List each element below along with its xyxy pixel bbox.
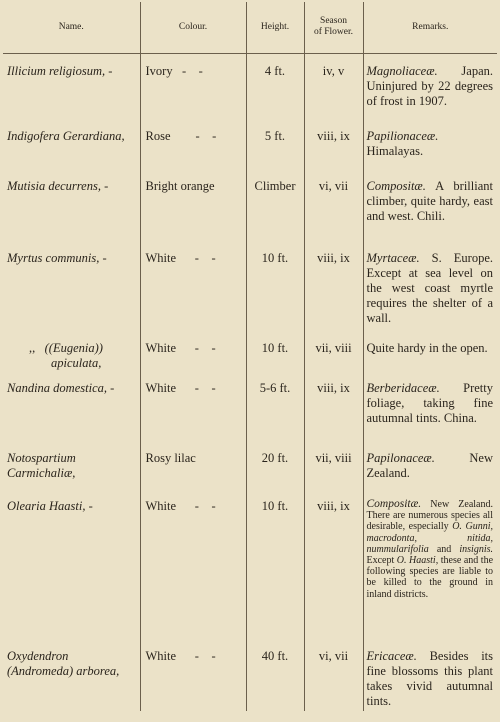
colour-text: Rosy lilac — [145, 451, 196, 465]
plant-name-cell — [3, 241, 140, 331]
leader-dash: - — [102, 251, 107, 265]
remarks-cell — [363, 371, 497, 441]
height-cell: 10 ft. — [246, 331, 304, 371]
table-row — [3, 53, 497, 119]
leader-dash: - — [104, 179, 109, 193]
remarks-text: these and the following species are liable to be killed to the ground in inland districts. — [366, 555, 494, 600]
leader-dashes: - - — [195, 129, 217, 143]
table-row — [3, 119, 497, 169]
plant-name: Nandina domestica, — [7, 381, 107, 395]
height-cell: 4 ft. — [246, 53, 304, 119]
remarks-text: A brilliant climber, quite hardy, east and west. Chili. — [366, 179, 493, 223]
remarks-family: Magnoliaceæ. — [366, 63, 438, 78]
plant-name: apiculata, — [51, 356, 102, 370]
remarks-text: New Zealand. — [366, 451, 493, 480]
remarks-cell — [363, 489, 497, 639]
table-row — [3, 241, 497, 331]
plant-name: Indigofera Gerardiana, — [7, 129, 125, 143]
table-row — [3, 489, 497, 639]
remarks-family: Ericaceæ. — [366, 649, 417, 663]
remarks-text: Quite hardy in the open. — [366, 341, 488, 355]
colour-cell — [140, 489, 246, 639]
plant-name-paren: (Eugenia) — [48, 341, 99, 355]
remarks-text: S. Europe. Except at sea level on the west coast myrtle requires the shelter of a wall. — [366, 251, 493, 325]
remarks-text: New Zealand. There are numerous species all desirable, especially — [366, 499, 493, 533]
remarks-family: Papilionaceæ. — [366, 129, 439, 143]
colour-text: White — [145, 251, 177, 265]
header-row — [3, 2, 497, 53]
remarks-cell — [363, 441, 497, 489]
leader-dashes: - - — [194, 649, 216, 663]
colour-text: White — [145, 499, 177, 513]
season-cell: iv, v — [304, 53, 363, 119]
header-height: Height. — [246, 2, 304, 53]
colour-text: White — [145, 381, 177, 395]
remarks-text: Japan. Uninjured by 22 degrees of frost in 1907. — [366, 63, 493, 108]
plant-name: Myrtus communis, — [7, 251, 100, 265]
colour-text: Rose — [145, 129, 171, 143]
season-cell: vi, vii — [304, 639, 363, 711]
plant-name: Olearia Haasti, — [7, 499, 86, 513]
remarks-cell — [363, 53, 497, 119]
plant-name: Mutisia decurrens, — [7, 179, 101, 193]
remarks-family: Papilonaceæ. — [366, 451, 435, 465]
colour-text: White — [145, 341, 177, 355]
table-row — [3, 371, 497, 441]
table-row — [3, 169, 497, 241]
leader-dashes: - - — [194, 381, 216, 395]
leader-dash: - — [110, 381, 115, 395]
header-name: Name. — [3, 2, 140, 53]
height-cell: Climber — [246, 169, 304, 241]
remarks-cell — [363, 119, 497, 169]
header-season — [304, 2, 363, 53]
remarks-cell — [363, 241, 497, 331]
season-cell: viii, ix — [304, 241, 363, 331]
plant-name-cell — [3, 119, 140, 169]
table-row — [3, 441, 497, 489]
remarks-cell — [363, 639, 497, 711]
colour-cell — [140, 639, 246, 711]
height-cell: 5-6 ft. — [246, 371, 304, 441]
remarks-cell — [363, 331, 497, 371]
leader-dashes: - - — [194, 341, 216, 355]
colour-cell — [140, 169, 246, 241]
leader-dash: - — [108, 63, 113, 78]
plant-name-cell — [3, 441, 140, 489]
colour-text: White — [145, 649, 177, 663]
season-cell: viii, ix — [304, 371, 363, 441]
remarks-family: Compositæ. — [366, 498, 422, 510]
header-season-line2: of Flower. — [313, 27, 354, 38]
plant-name-cell — [3, 371, 140, 441]
remarks-species: insignis. — [459, 543, 493, 555]
colour-cell — [140, 53, 246, 119]
remarks-family: Berberidaceæ. — [366, 381, 440, 395]
season-cell: vii, viii — [304, 331, 363, 371]
colour-cell — [140, 331, 246, 371]
remarks-species: O. Haasti, — [396, 555, 439, 567]
remarks-cell — [363, 169, 497, 241]
remarks-text: Besides its fine blossoms this plant takes vivid autumnal tints. — [366, 649, 494, 708]
remarks-family: Myrtaceæ. — [366, 251, 420, 265]
leader-dashes: - - — [194, 251, 216, 265]
leader-dash: - — [88, 499, 93, 513]
plant-table — [3, 2, 497, 711]
height-cell: 5 ft. — [246, 119, 304, 169]
remarks-text: and — [436, 543, 452, 555]
plant-name-cell — [3, 489, 140, 639]
colour-cell — [140, 119, 246, 169]
height-cell: 40 ft. — [246, 639, 304, 711]
remarks-family: Compositæ. — [366, 179, 426, 193]
plant-name-cell: ,, ((Eugenia)) apiculata, — [3, 331, 140, 371]
colour-cell — [140, 241, 246, 331]
height-cell: 20 ft. — [246, 441, 304, 489]
plant-name-cell — [3, 169, 140, 241]
colour-text: Bright orange — [145, 179, 215, 193]
table-row — [3, 639, 497, 711]
colour-cell — [140, 371, 246, 441]
plant-name-cell — [3, 639, 140, 711]
plant-name-cell — [3, 53, 140, 119]
leader-dashes: - - — [181, 63, 203, 78]
height-cell: 10 ft. — [246, 241, 304, 331]
season-cell: vii, viii — [304, 441, 363, 489]
season-cell: viii, ix — [304, 489, 363, 639]
header-remarks: Remarks. — [363, 2, 497, 53]
ditto-mark: ,, — [29, 341, 36, 355]
season-cell: viii, ix — [304, 119, 363, 169]
remarks-text: Pretty foliage, taking fine autumnal tints. China. — [366, 381, 493, 425]
colour-cell — [140, 441, 246, 489]
remarks-text: Himalayas. — [366, 144, 424, 158]
season-cell: vi, vii — [304, 169, 363, 241]
remarks-text: Except — [366, 555, 395, 567]
header-season-line1: Season — [320, 16, 347, 27]
header-colour: Colour. — [140, 2, 246, 53]
colour-text: Ivory — [145, 63, 173, 78]
table-row — [3, 331, 497, 371]
plant-name: Oxydendron (Andromeda) arborea, — [7, 649, 120, 678]
plant-name: Illicium religiosum, — [7, 63, 106, 78]
remarks-species: O. Gunni, macrodonta, nitida, nummularifolia — [366, 521, 493, 555]
height-cell: 10 ft. — [246, 489, 304, 639]
plant-name: Notospartium Carmichaliæ, — [7, 451, 76, 480]
leader-dashes: - - — [194, 499, 216, 513]
